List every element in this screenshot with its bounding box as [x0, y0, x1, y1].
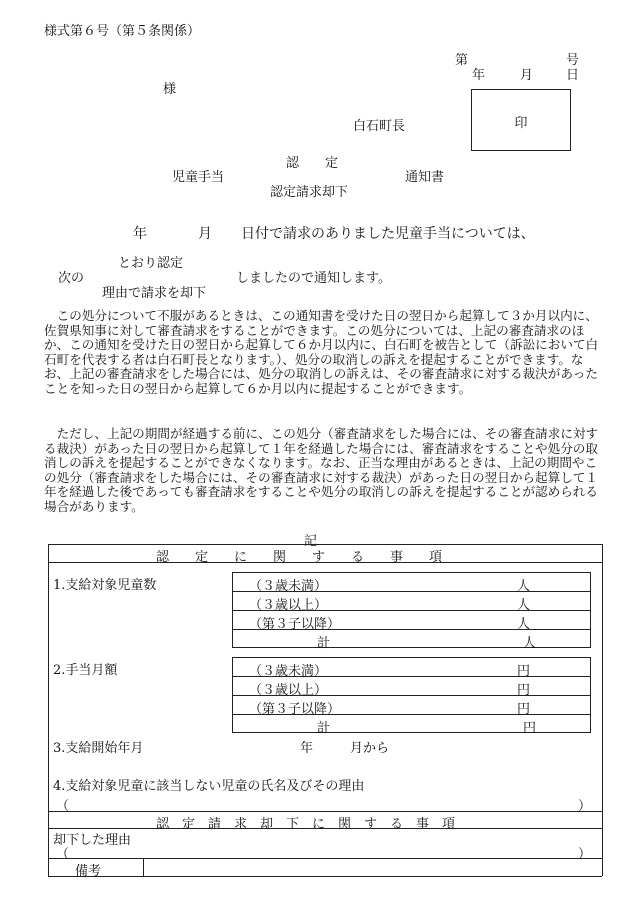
section1-header-rule	[48, 562, 602, 563]
item4-open-paren: （	[56, 799, 70, 814]
item2-row	[233, 696, 590, 715]
item3-label: 3.支給開始年月	[53, 741, 144, 756]
issuer: 白石町長	[353, 119, 406, 134]
item1-row-label: （第３子以降）	[249, 617, 341, 632]
item1-row	[233, 592, 590, 611]
item2-row-unit: 円	[516, 702, 530, 717]
reject-reason-close-paren: ）	[578, 847, 592, 862]
item2-subtable	[232, 657, 591, 736]
notice-option-reject: 理由で請求を却下	[102, 286, 207, 301]
item2-row-label: （３歳未満）	[249, 664, 328, 679]
date-year: 年	[472, 68, 486, 83]
appeal-paragraph-2: ただし、上記の期間が経過する前に、この処分（審査請求をした場合には、その審査請求に対する裁決）があった日の翌日から起算して１年を経過した場合には、審査請求をすることや処分の取消しの訴えを提起することができなくなります。なお、正当な理由があるときは、上記の期間やこの処分（審査請求をした場合には、その審査請求に対する裁決）があった日の翌日から起算して１年を経過した後であっても審査請求をすることや処分の取消しの訴えを提起することが認められる場合があります。	[44, 426, 599, 514]
doc-no-prefix: 第	[455, 53, 469, 68]
item2-row-unit: 円	[516, 664, 530, 679]
title-right: 通知書	[405, 170, 445, 185]
item1-row-label: （３歳未満）	[249, 579, 328, 594]
title-reject: 認定請求却下	[270, 185, 349, 200]
ki-label: 記	[304, 534, 318, 549]
item2-row	[233, 677, 590, 696]
item4-close-paren: ）	[578, 799, 592, 814]
reject-reason-open-paren: （	[56, 847, 70, 862]
remarks-label: 備考	[75, 864, 102, 879]
item1-row	[233, 573, 590, 592]
item2-total-unit: 円	[522, 721, 536, 736]
section2-header: 認 定 請 求 却 下 に 関 す る 事 項	[156, 817, 456, 832]
table-right-border	[602, 544, 603, 876]
date-day: 日	[566, 68, 580, 83]
title-approve: 認 定	[286, 156, 339, 171]
notice-suffix: しましたので通知します。	[236, 271, 391, 286]
item3-month: 月から	[350, 741, 390, 756]
notice-month: 月	[198, 226, 212, 242]
item1-total-row	[233, 630, 590, 649]
notice-option-approve: とおり認定	[118, 256, 184, 271]
table-bottom-border	[48, 876, 602, 877]
table-left-border	[48, 544, 49, 876]
item3-year: 年	[300, 741, 314, 756]
notice-line1: 日付で請求のありました児童手当については、	[241, 226, 535, 242]
item1-total-label: 計	[317, 636, 331, 651]
addressee-suffix: 様	[163, 82, 177, 97]
notice-prefix: 次の	[58, 271, 85, 286]
item1-row-unit: 人	[516, 617, 530, 632]
item1-row	[233, 611, 590, 630]
item1-row-unit: 人	[516, 579, 530, 594]
item2-row-label: （第３子以降）	[249, 702, 341, 717]
item1-label: 1.支給対象児童数	[53, 578, 157, 593]
item2-row-label: （３歳以上）	[249, 683, 328, 698]
notice-year: 年	[133, 226, 147, 242]
section1-header: 認 定 に 関 す る 事 項	[156, 550, 443, 565]
item2-row-unit: 円	[516, 683, 530, 698]
item4-label: 4.支給対象児童に該当しない児童の氏名及びその理由	[53, 779, 365, 794]
doc-no-suffix: 号	[566, 53, 580, 68]
item2-label: 2.手当月額	[53, 663, 118, 678]
table-top-border	[48, 544, 602, 545]
item2-row	[233, 658, 590, 677]
item2-total-row	[233, 715, 590, 734]
item1-subtable	[232, 572, 591, 651]
item1-total-unit: 人	[522, 636, 536, 651]
appeal-paragraph-1: この処分について不服があるときは、この通知書を受けた日の翌日から起算して３か月以内に、佐賀県知事に対して審査請求をすることができます。この処分については、上記の審査請求のほか、この通知を受けた日の翌日から起算して６か月以内に、白石町を被告として（訴訟において白石町を代表する者は白石町長となります。）、処分の取消しの訴えを提起することができます。なお、上記の審査請求をした場合には、処分の取消しの訴えは、その審査請求に対する裁決があったことを知った日の翌日から起算して６か月以内に提起することができます。	[44, 308, 599, 396]
item1-row-label: （３歳以上）	[249, 598, 328, 613]
item1-row-unit: 人	[516, 598, 530, 613]
stamp-box	[471, 89, 571, 151]
reject-reason-label: 却下した理由	[53, 833, 132, 848]
title-left: 児童手当	[172, 170, 225, 185]
stamp-label: 印	[514, 116, 528, 131]
item2-total-label: 計	[317, 721, 331, 736]
form-id: 様式第６号（第５条関係）	[44, 24, 201, 39]
date-month: 月	[520, 68, 534, 83]
